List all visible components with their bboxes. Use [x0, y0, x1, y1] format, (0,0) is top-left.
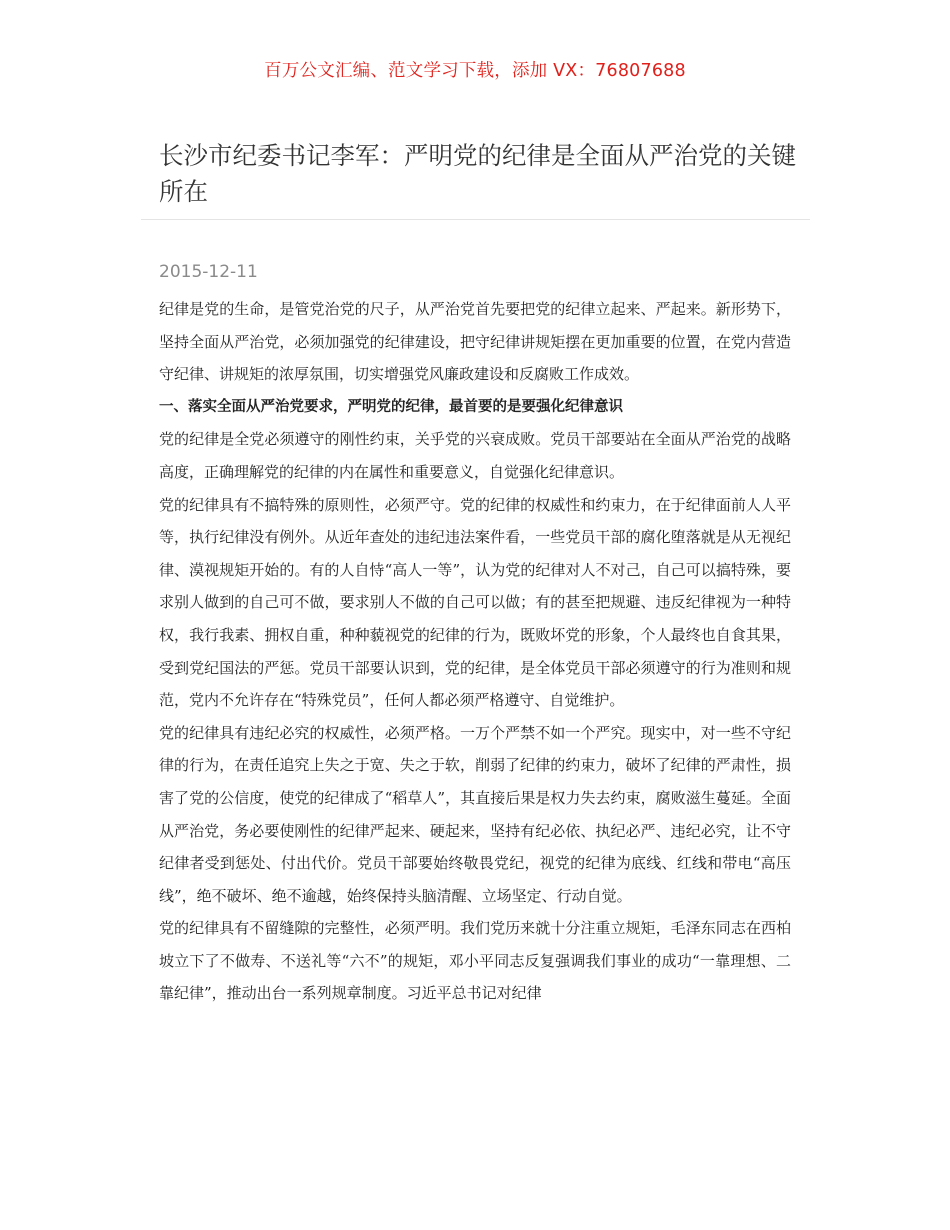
paragraph: 党的纪律具有违纪必究的权威性，必须严格。一万个严禁不如一个严究。现实中，对一些不守纪律的行为，在责任追究上失之于宽、失之于软，削弱了纪律的约束力，破坏了纪律的严肃性，损害了党的公信度，使党的纪律成了“稻草人”，其直接后果是权力失去约束，腐败滋生蔓延。全面从严治党，务必要使刚性的纪律严起来、硬起来，坚持有纪必依、执纪必严、违纪必究，让不守纪律者受到惩处、付出代价。党员干部要始终敬畏党纪，视党的纪律为底线、红线和带电“高压线”，绝不破坏、绝不逾越，始终保持头脑清醒、立场坚定、行动自觉。 [159, 723, 791, 905]
paragraph: 党的纪律具有不搞特殊的原则性，必须严守。党的纪律的权威性和约束力，在于纪律面前人人平等，执行纪律没有例外。从近年查处的违纪违法案件看，一些党员干部的腐化堕落就是从无视纪律、漠视规矩开始的。有的人自恃“高人一等”，认为党的纪律对人不对己，自己可以搞特殊，要求别人做到的自己可不做，要求别人不做的自己可以做；有的甚至把规避、违反纪律视为一种特权，我行我素、拥权自重，种种藐视党的纪律的行为，既败坏党的形象，个人最终也自食其果，受到党纪国法的严惩。党员干部要认识到，党的纪律，是全体党员干部必须遵守的行为准则和规范，党内不允许存在“特殊党员”，任何人都必须严格遵守、自觉维护。 [159, 495, 791, 710]
publish-date: 2015-12-11 [159, 262, 258, 282]
paragraph-intro: 纪律是党的生命，是管党治党的尺子，从严治党首先要把党的纪律立起来、严起来。新形势下，坚持全面从严治党，必须加强党的纪律建设，把守纪律讲规矩摆在更加重要的位置，在党内营造守纪律、讲规矩的浓厚氛围，切实增强党风廉政建设和反腐败工作成效。 [159, 300, 791, 384]
section-heading: 一、落实全面从严治党要求，严明党的纪律，最首要的是要强化纪律意识 [159, 398, 623, 415]
paragraph: 党的纪律具有不留缝隙的完整性，必须严明。我们党历来就十分注重立规矩，毛泽东同志在西柏坡立下了不做寿、不送礼等“六不”的规矩，邓小平同志反复强调我们事业的成功“一靠理想、二靠纪律”，推动出台一系列规章制度。习近平总书记对纪律 [159, 919, 791, 1003]
paragraph: 党的纪律是全党必须遵守的刚性约束，关乎党的兴衰成败。党员干部要站在全面从严治党的战略高度，正确理解党的纪律的内在属性和重要意义，自觉强化纪律意识。 [159, 430, 791, 481]
download-banner: 百万公文汇编、范文学习下载，添加 VX：76807688 [264, 61, 686, 81]
article-body [159, 293, 791, 1010]
article-title: 长沙市纪委书记李军：严明党的纪律是全面从严治党的关键所在 [159, 141, 796, 206]
title-divider [141, 219, 810, 220]
